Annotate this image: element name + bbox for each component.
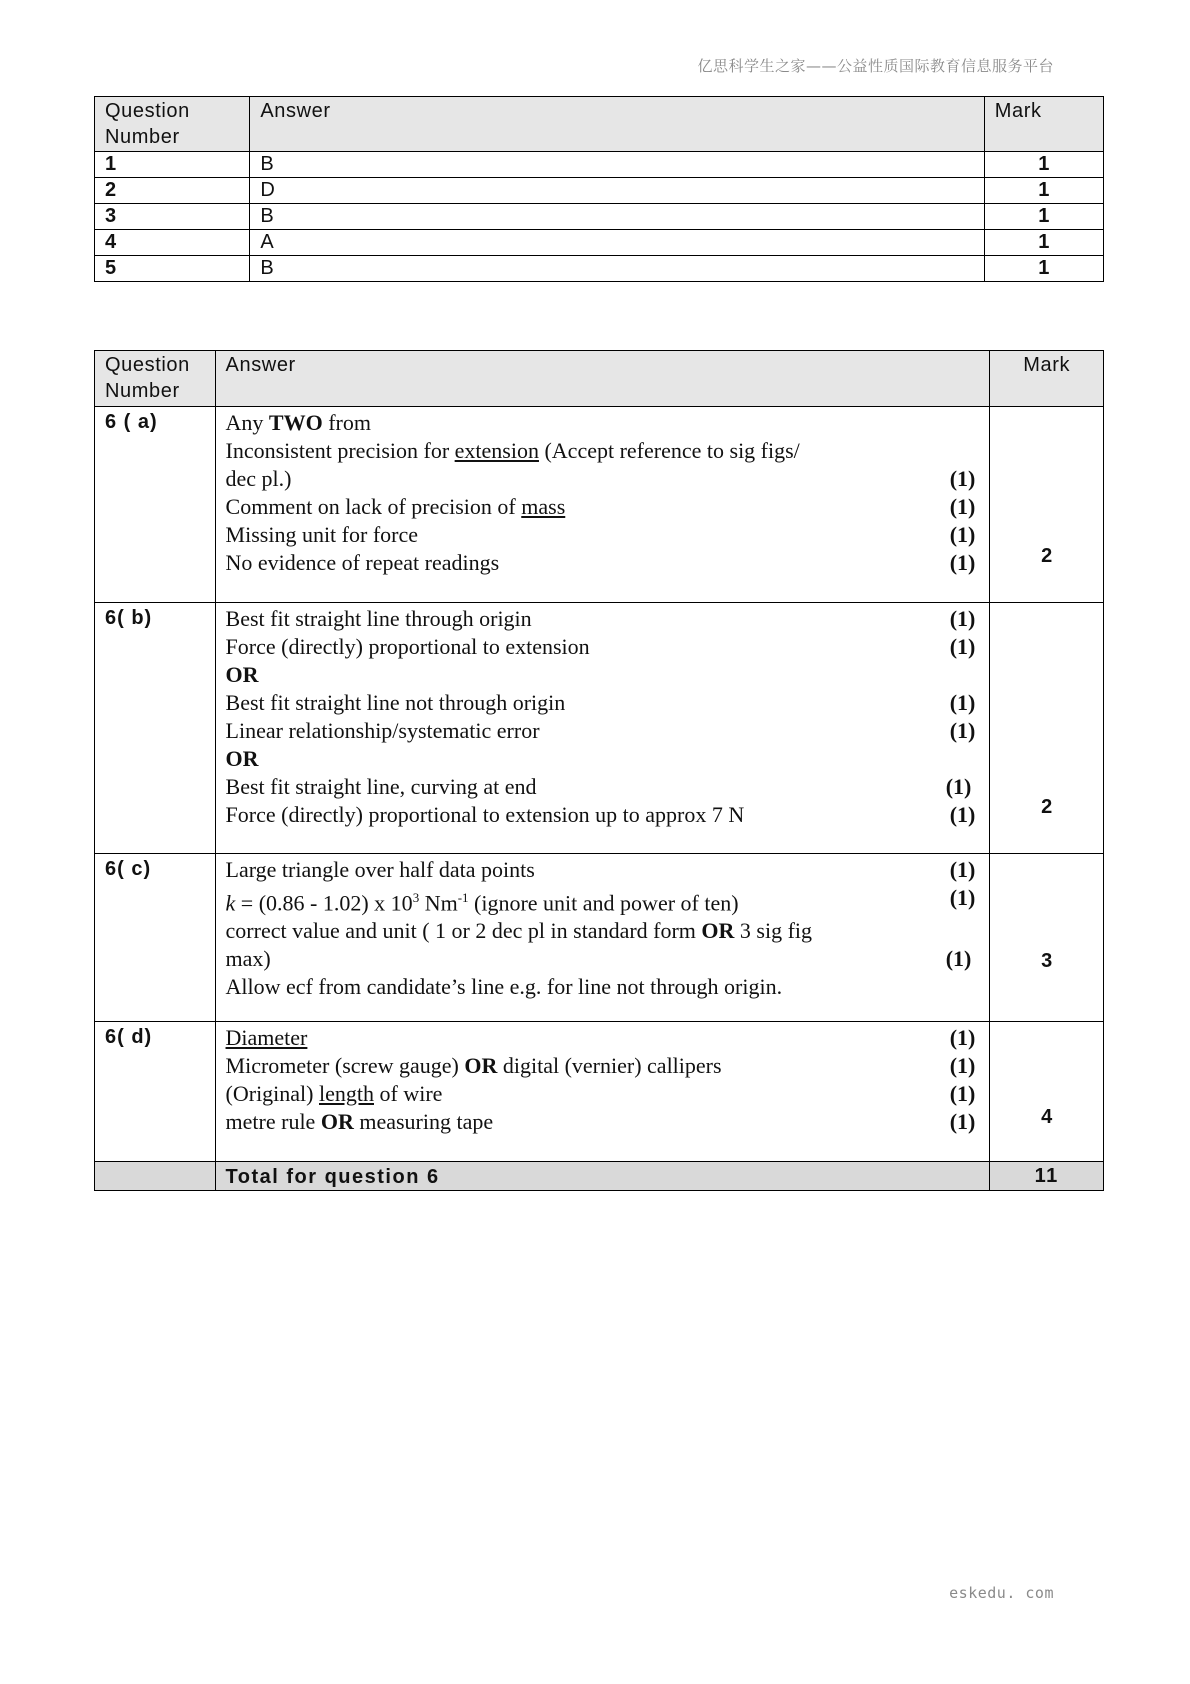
mark: 1 — [984, 230, 1103, 256]
table-row-6c — [95, 854, 1104, 1022]
answer-line: Force (directly) proportional to extension (1) — [225, 634, 976, 659]
answer-line: Best fit straight line not through origin (1) — [225, 690, 976, 715]
answer: D — [250, 178, 984, 204]
table-row — [95, 230, 1104, 256]
answers-table-1 — [94, 96, 1104, 282]
answer-line: Best fit straight line through origin (1) — [225, 606, 976, 631]
answer-line: Diameter (1) — [225, 1025, 976, 1050]
total-label: Total for question 6 — [215, 1162, 990, 1191]
mark: 1 — [984, 178, 1103, 204]
answer-line: Force (directly) proportional to extension up to approx 7 N (1) — [225, 802, 976, 827]
question-number: 4 — [95, 230, 250, 256]
answer-line: OR — [225, 662, 259, 687]
answer-line: correct value and unit ( 1 or 2 dec pl in standard form OR 3 sig fig — [225, 918, 813, 944]
header-question-number: Question Number — [95, 351, 216, 407]
question-number: 5 — [95, 256, 250, 282]
answer: B — [250, 152, 984, 178]
answer-line: Micrometer (screw gauge) OR digital (vernier) callipers (1) — [225, 1053, 976, 1078]
answer-line: dec pl.) (1) — [225, 466, 976, 491]
question-number: 2 — [95, 178, 250, 204]
mark: 2 — [1041, 796, 1053, 818]
answer-line: Any TWO from — [225, 410, 371, 435]
answer-line: Comment on lack of precision of mass (1) — [225, 494, 976, 519]
answer-line: k = (0.86 - 1.02) x $10^3$ $Nm^{-1}$ (ignore unit and power of ten) (1) — [225, 885, 976, 916]
mark: 1 — [984, 152, 1103, 178]
header-answer: Answer — [250, 97, 984, 152]
total-mark: 11 — [990, 1162, 1104, 1191]
answer-line: Allow ecf from candidate’s line e.g. for line not through origin. — [225, 974, 783, 1000]
answer: B — [250, 204, 984, 230]
table-row — [95, 178, 1104, 204]
table-row — [95, 152, 1104, 178]
table-row — [95, 204, 1104, 230]
question-number: 3 — [95, 204, 250, 230]
mark: 1 — [984, 256, 1103, 282]
answer-line: (Original) length of wire (1) — [225, 1081, 976, 1106]
table-row-6b — [95, 603, 1104, 854]
answer-line: Best fit straight line, curving at end (1) — [225, 774, 972, 799]
answers-table-2 — [94, 350, 1104, 1191]
header-question-number: Question Number — [95, 97, 250, 152]
question-number: 6 ( a) — [95, 407, 216, 603]
question-number: 6( d) — [95, 1022, 216, 1162]
mark-cell — [990, 854, 1104, 1022]
answer-line: No evidence of repeat readings (1) — [225, 550, 976, 575]
answer-line: Inconsistent precision for extension (Accept reference to sig figs/ — [225, 438, 800, 463]
table-header-row — [95, 351, 1104, 407]
answer-line: metre rule OR measuring tape (1) — [225, 1109, 976, 1134]
mark-cell — [990, 1022, 1104, 1162]
page-footer: eskedu. com — [949, 1584, 1054, 1602]
answer-line: OR — [225, 746, 259, 771]
header-answer: Answer — [215, 351, 990, 407]
page-header: 亿思科学生之家——公益性质国际教育信息服务平台 — [697, 57, 1054, 75]
answer-line: Large triangle over half data points (1) — [225, 857, 976, 882]
table-row-6d — [95, 1022, 1104, 1162]
question-number: 6( c) — [95, 854, 216, 1022]
table-header-row — [95, 97, 1104, 152]
table-row-6a — [95, 407, 1104, 603]
header-mark: Mark — [990, 351, 1104, 407]
total-empty-cell — [95, 1162, 216, 1191]
mark: 2 — [1041, 545, 1053, 567]
answer-block — [215, 603, 990, 854]
mark-cell — [990, 407, 1104, 603]
answer-block — [215, 407, 990, 603]
answer-line: Linear relationship/systematic error (1) — [225, 718, 976, 743]
answer-block — [215, 854, 990, 1022]
mark: 4 — [1041, 1106, 1053, 1128]
question-number: 6( b) — [95, 603, 216, 854]
answer-line: Missing unit for force (1) — [225, 522, 976, 547]
answer-line: max) (1) — [225, 946, 972, 972]
header-mark: Mark — [984, 97, 1103, 152]
mark-cell — [990, 603, 1104, 854]
mark: 3 — [1041, 950, 1053, 972]
answer: A — [250, 230, 984, 256]
answer-block — [215, 1022, 990, 1162]
table-row — [95, 256, 1104, 282]
total-row — [95, 1162, 1104, 1191]
mark: 1 — [984, 204, 1103, 230]
question-number: 1 — [95, 152, 250, 178]
answer: B — [250, 256, 984, 282]
